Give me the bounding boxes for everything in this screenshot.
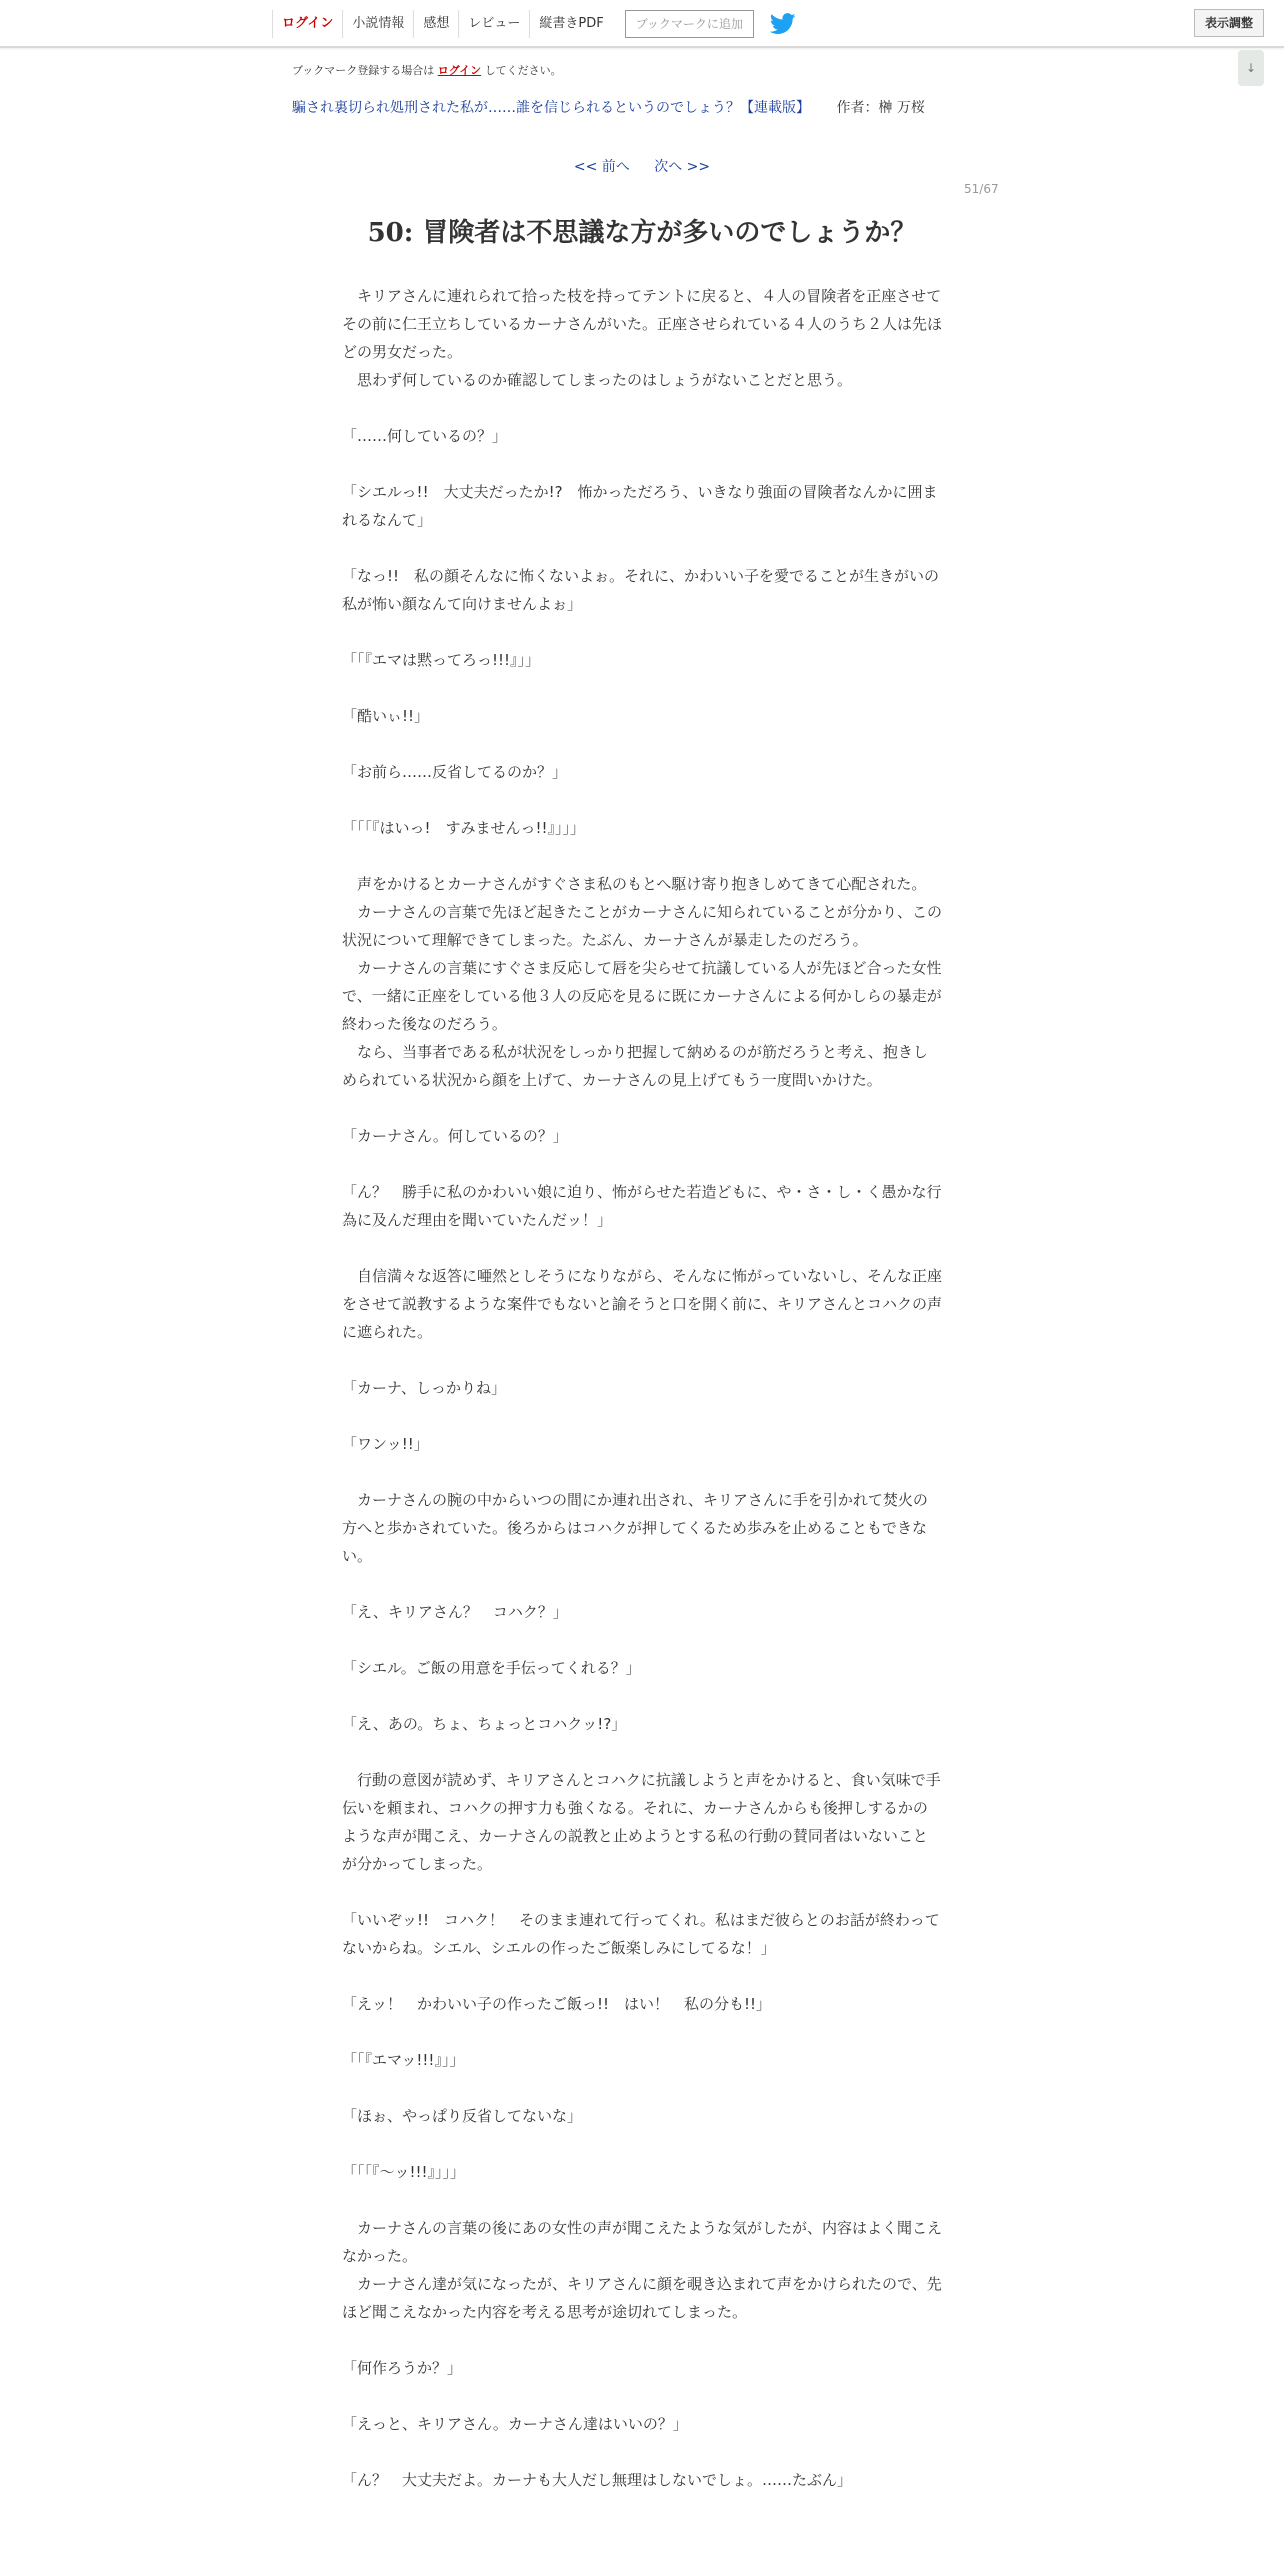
display-settings-button[interactable]: 表示調整 <box>1194 9 1264 37</box>
blank-line <box>342 1402 942 1430</box>
blank-line <box>342 674 942 702</box>
body-paragraph: 「ワンッ!!」 <box>342 1435 429 1453</box>
blank-line <box>342 1962 942 1990</box>
body-paragraph: 「え、キリアさん？ コハク？」 <box>342 1603 568 1621</box>
prev-chapter-link[interactable]: << 前へ <box>573 159 630 175</box>
blank-line <box>342 450 942 478</box>
blank-line <box>342 534 942 562</box>
body-paragraph: カーナさん達が気になったが、キリアさんに顔を覗き込まれて声をかけられたので、先ほど聞こえなかった内容を考える思考が途切れてしまった。 <box>342 2275 942 2321</box>
scroll-down-button[interactable]: ↓ <box>1238 50 1264 86</box>
series-title-link[interactable]: 騙され裏切られ処刑された私が……誰を信じられるというのでしょう？【連載版】 <box>292 100 810 116</box>
nav-review-link[interactable]: レビュー <box>458 10 529 38</box>
blank-line <box>342 1878 942 1906</box>
body-paragraph: 「えッ！ かわいい子の作ったご飯っ!! はい！ 私の分も!!」 <box>342 1995 772 2013</box>
notice-suffix: してください。 <box>484 64 562 77</box>
nav-novel-info-link[interactable]: 小説情報 <box>342 10 413 38</box>
author-name: 作者：榊 万桜 <box>836 100 925 116</box>
body-paragraph: 「カーナ、しっかりね」 <box>342 1379 506 1397</box>
notice-login-link[interactable]: ログイン <box>437 64 482 77</box>
body-paragraph: 「お前ら……反省してるのか？」 <box>342 763 568 781</box>
novel-body-text <box>342 282 942 2494</box>
blank-line <box>342 2382 942 2410</box>
blank-line <box>342 1626 942 1654</box>
body-paragraph: 「「「『はいっ! すみませんっ!!』」」」 <box>342 819 586 837</box>
body-paragraph: 「……何しているの？」 <box>342 427 508 445</box>
nav-login-link[interactable]: ログイン <box>272 10 342 38</box>
notice-prefix: ブックマーク登録する場合は <box>292 64 435 77</box>
body-paragraph: 「ん？ 勝手に私のかわいい娘に迫り、怖がらせた若造どもに、や・さ・し・く愚かな行為に及んだ理由を聞いていたんだッ！」 <box>342 1183 942 1229</box>
body-paragraph: 「カーナさん。何しているの？」 <box>342 1127 568 1145</box>
twitter-icon[interactable] <box>770 13 796 35</box>
body-paragraph: 「え、あの。ちょ、ちょっとコハクッ!?」 <box>342 1715 627 1733</box>
blank-line <box>342 2326 942 2354</box>
top-nav-bar <box>0 0 1284 48</box>
nav-menu <box>272 10 796 38</box>
blank-line <box>342 2018 942 2046</box>
body-paragraph: 「「「『～ッ!!!』」」」 <box>342 2163 466 2181</box>
body-paragraph: 「ん？ 大丈夫だよ。カーナも大人だし無理はしないでしょ。……たぶん」 <box>342 2471 853 2489</box>
blank-line <box>342 1738 942 1766</box>
body-paragraph: 「酷いぃ!!」 <box>342 707 430 725</box>
add-bookmark-button[interactable]: ブックマークに追加 <box>625 10 754 38</box>
blank-line <box>342 786 942 814</box>
chapter-count: 51/67 <box>964 182 999 196</box>
body-paragraph: 「えっと、キリアさん。カーナさん達はいいの？」 <box>342 2415 688 2433</box>
nav-impressions-link[interactable]: 感想 <box>413 10 458 38</box>
nav-vertical-pdf-link[interactable]: 縦書きPDF <box>529 10 612 38</box>
chapter-pager <box>0 156 1284 176</box>
body-paragraph: なら、当事者である私が状況をしっかり把握して納めるのが筋だろうと考え、抱きしめられている状況から顔を上げて、カーナさんの見上げてもう一度問いかけた。 <box>342 1043 928 1089</box>
blank-line <box>342 1346 942 1374</box>
blank-line <box>342 2130 942 2158</box>
body-paragraph: 「なっ!! 私の顔そんなに怖くないよぉ。それに、かわいい子を愛でることが生きがいの私が怖い顔なんて向けませんよぉ」 <box>342 567 940 613</box>
blank-line <box>342 2186 942 2214</box>
bookmark-login-notice <box>292 62 562 78</box>
body-paragraph: 自信満々な返答に唖然としそうになりながら、そんなに怖がっていないし、そんな正座をさせて説教するような案件でもないと諭そうと口を開く前に、キリアさんとコハクの声に遮られた。 <box>342 1267 943 1341</box>
blank-line <box>342 394 942 422</box>
body-paragraph: 「何作ろうか？」 <box>342 2359 463 2377</box>
body-paragraph: カーナさんの言葉にすぐさま反応して唇を尖らせて抗議している人が先ほど合った女性で、一緒に正座をしている他３人の反応を見るに既にカーナさんによる何かしらの暴走が終わった後なのだろう。 <box>342 959 942 1033</box>
next-chapter-link[interactable]: 次へ >> <box>654 159 711 175</box>
blank-line <box>342 2438 942 2466</box>
body-paragraph: 行動の意図が読めず、キリアさんとコハクに抗議しようと声をかけると、食い気味で手伝いを頼まれ、コハクの押す力も強くなる。それに、カーナさんからも後押しするかのような声が聞こえ、カーナさんの説教と止めようとする私の行動の賛同者はいないことが分かってしまった。 <box>342 1771 941 1873</box>
blank-line <box>342 730 942 758</box>
body-paragraph: 「ほぉ、やっぱり反省してないな」 <box>342 2107 583 2125</box>
blank-line <box>342 842 942 870</box>
body-paragraph: 思わず何しているのか確認してしまったのはしょうがないことだと思う。 <box>342 371 853 389</box>
body-paragraph: 「「『エマは黙ってろっ!!!』」」 <box>342 651 541 669</box>
blank-line <box>342 2074 942 2102</box>
chapter-title: 50: 冒険者は不思議な方が多いのでしょうか？ <box>367 218 917 248</box>
blank-line <box>342 1094 942 1122</box>
body-paragraph: 声をかけるとカーナさんがすぐさま私のもとへ駆け寄り抱きしめてきて心配された。 <box>342 875 927 893</box>
body-paragraph: カーナさんの言葉で先ほど起きたことがカーナさんに知られていることが分かり、この状況について理解できてしまった。たぶん、カーナさんが暴走したのだろう。 <box>342 903 943 949</box>
body-paragraph: 「「『エマッ!!!』」」 <box>342 2051 465 2069</box>
body-paragraph: 「シエルっ!! 大丈夫だったか!? 怖かっただろう、いきなり強面の冒険者なんかに囲まれるなんて」 <box>342 483 938 529</box>
blank-line <box>342 1234 942 1262</box>
body-paragraph: 「いいぞッ!! コハク！ そのまま連れて行ってくれ。私はまだ彼らとのお話が終わってないからね。シエル、シエルの作ったご飯楽しみにしてるな！」 <box>342 1911 940 1957</box>
body-paragraph: 「シエル。ご飯の用意を手伝ってくれる？」 <box>342 1659 641 1677</box>
blank-line <box>342 618 942 646</box>
blank-line <box>342 1682 942 1710</box>
blank-line <box>342 1150 942 1178</box>
series-info <box>292 97 925 117</box>
blank-line <box>342 1570 942 1598</box>
body-paragraph: カーナさんの言葉の後にあの女性の声が聞こえたような気がしたが、内容はよく聞こえなかった。 <box>342 2219 943 2265</box>
body-paragraph: キリアさんに連れられて拾った枝を持ってテントに戻ると、４人の冒険者を正座させてその前に仁王立ちしているカーナさんがいた。正座させられている４人のうち２人は先ほどの男女だった。 <box>342 287 943 361</box>
blank-line <box>342 1458 942 1486</box>
body-paragraph: カーナさんの腕の中からいつの間にか連れ出され、キリアさんに手を引かれて焚火の方へと歩かされていた。後ろからはコハクが押してくるため歩みを止めることもできない。 <box>342 1491 928 1565</box>
